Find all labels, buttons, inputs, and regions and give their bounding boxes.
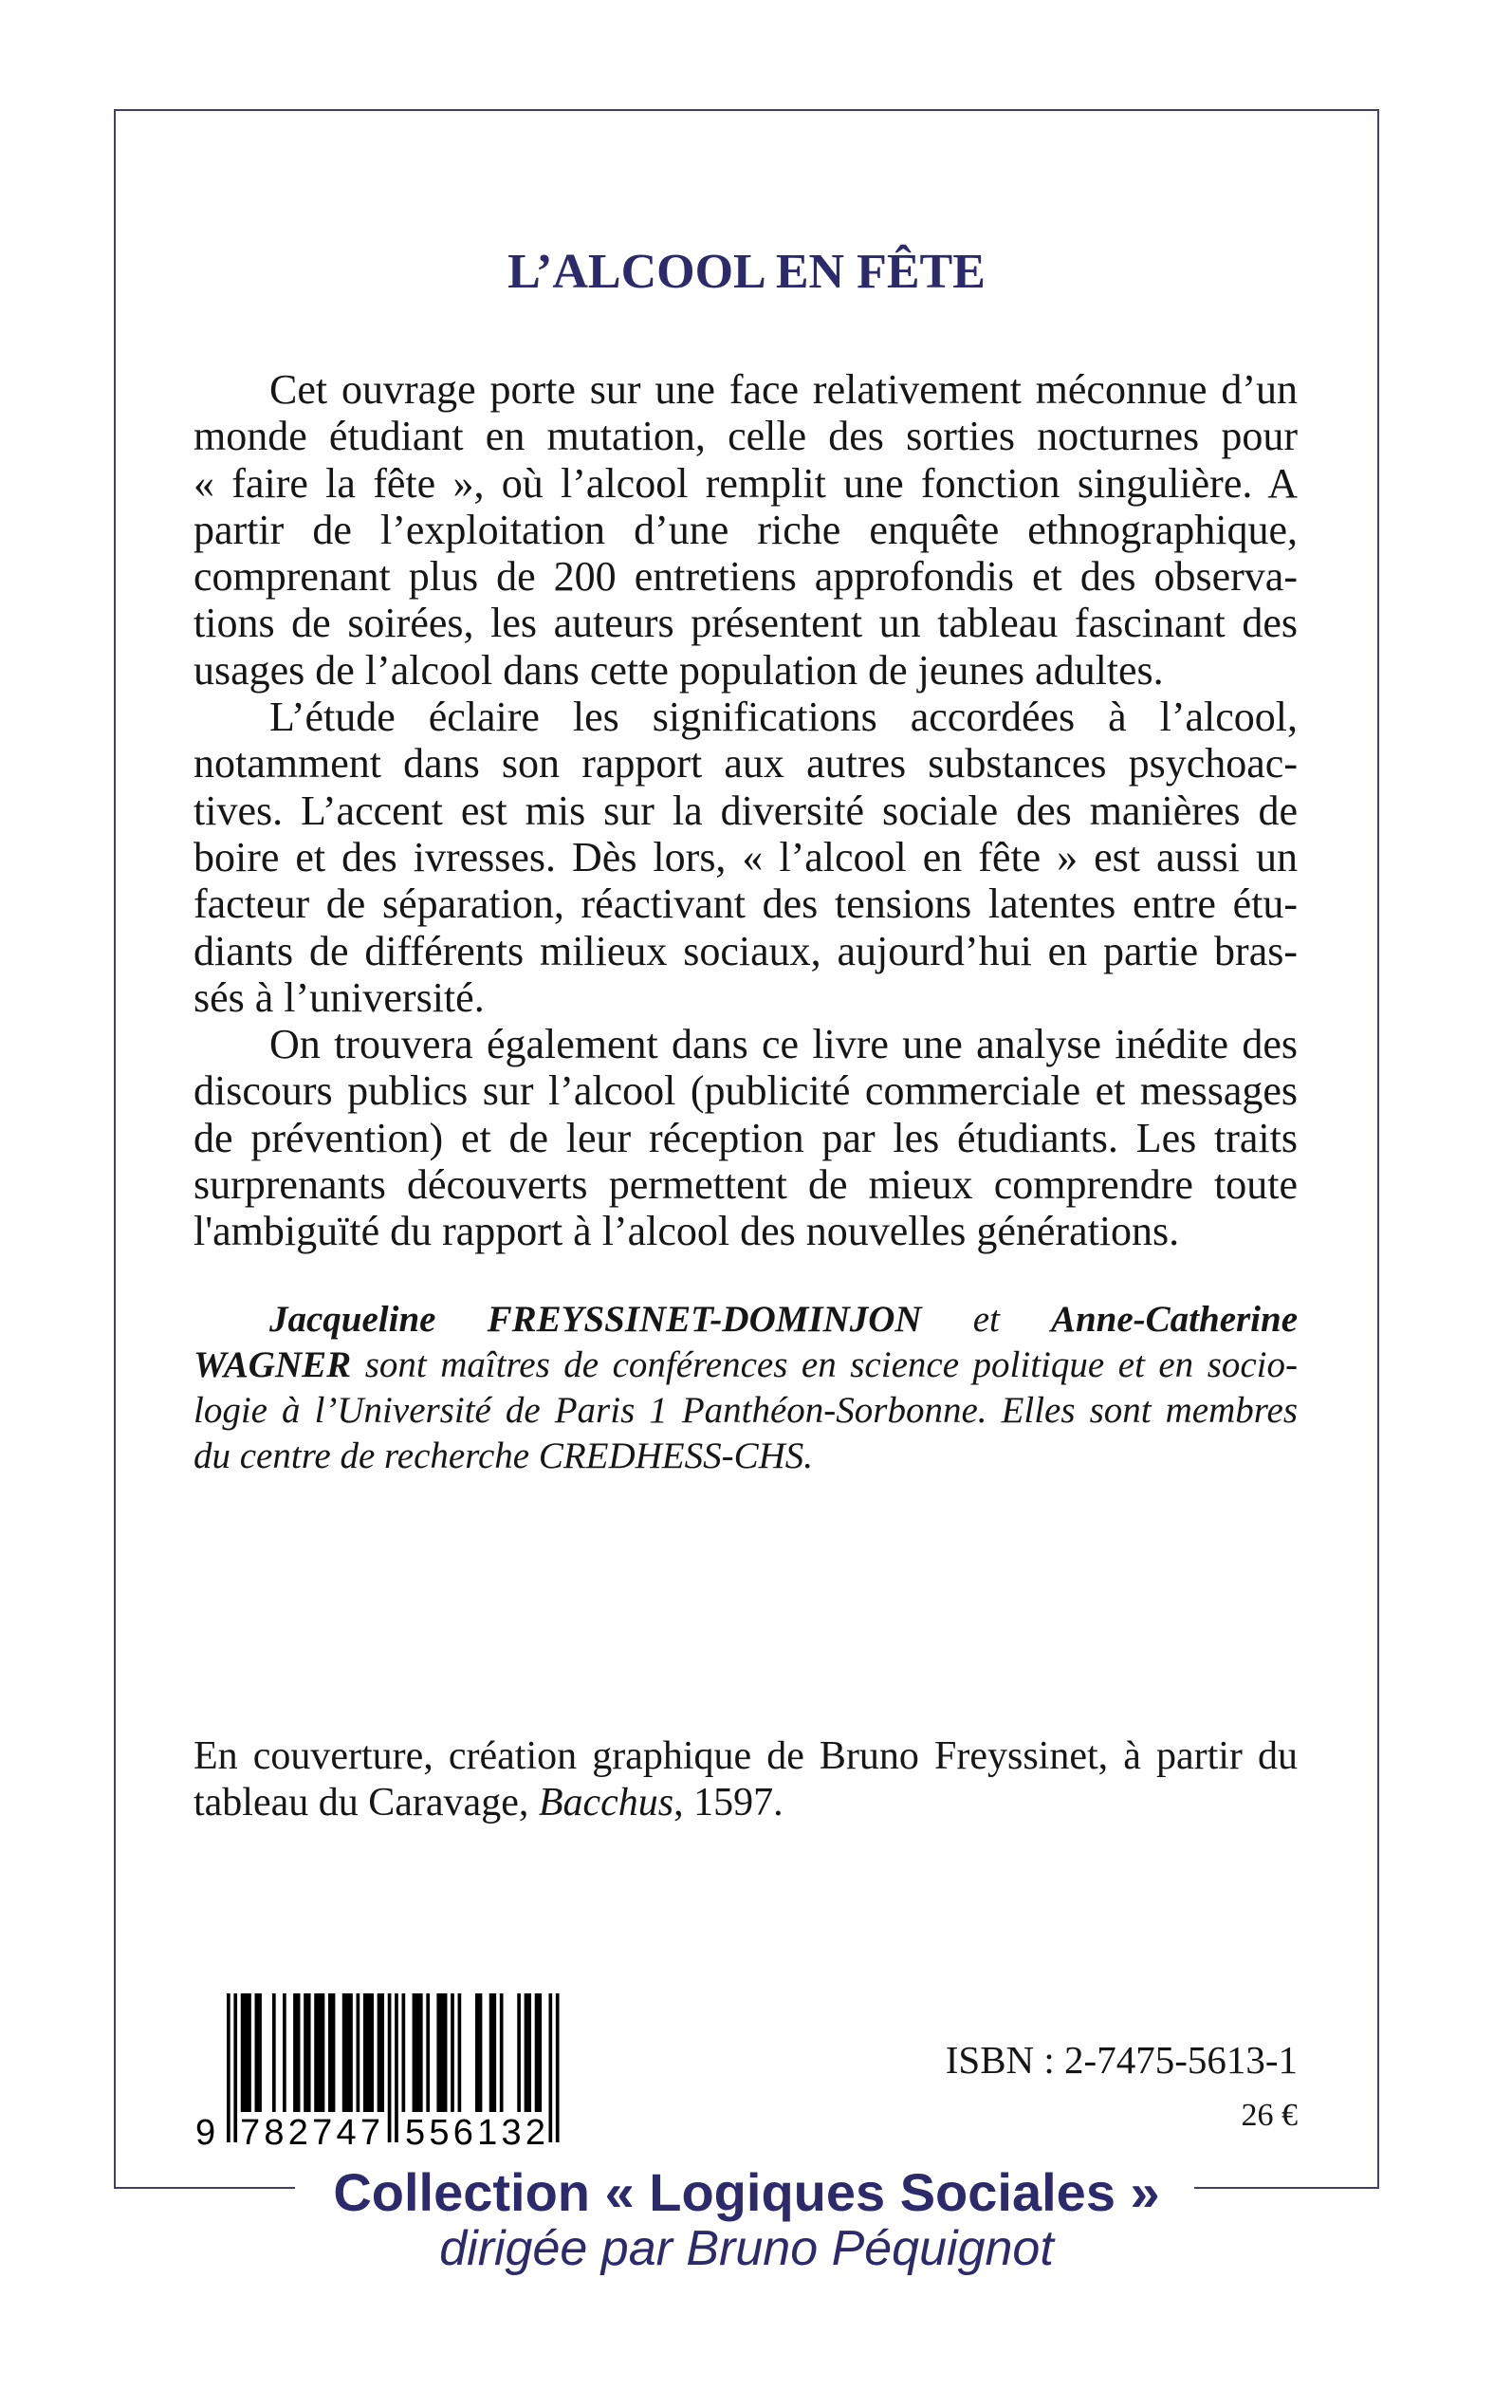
- description-paragraph: [194, 366, 1298, 694]
- description-line: tions de soirées, les auteurs présentent un tableau fascinant des: [194, 600, 1298, 647]
- barcode-bar: [436, 1993, 447, 2112]
- author-name: Jacqueline FREYSSINET-DOMINJON: [269, 1299, 922, 1340]
- cover-credit-text: , 1597.: [673, 1781, 784, 1825]
- description-line: partir de l’exploitation d’une riche enquête ethnographique,: [194, 506, 1298, 553]
- barcode-bar: [458, 1993, 462, 2112]
- description-line: monde étudiant en mutation, celle des sorties nocturnes pour: [194, 413, 1298, 460]
- description-line: surprenants découverts permettent de mieux comprendre toute: [194, 1161, 1298, 1209]
- cover-credit: [194, 1733, 1298, 1826]
- author-bio-text: sont maîtres de conférences en science politique et en socio-: [364, 1344, 1299, 1385]
- barcode-bar: [475, 1993, 482, 2112]
- barcode-right-digits: 556132: [405, 2113, 545, 2153]
- barcode-bar: [426, 1993, 430, 2112]
- barcode-guard-bar: [227, 1993, 230, 2142]
- isbn: ISBN : 2-7475-5613-1: [945, 2038, 1298, 2082]
- barcode-bar: [525, 1993, 531, 2112]
- description-paragraph: [194, 1021, 1298, 1254]
- description-line: « faire la fête », où l’alcool remplit une fonction singulière. A: [194, 459, 1298, 507]
- barcode-bar: [451, 1993, 454, 2112]
- book-title: L’ALCOOL EN FÊTE: [507, 245, 986, 299]
- description-line: usages de l’alcool dans cette population de jeunes adultes.: [194, 646, 1164, 694]
- barcode-lead-digit: 9: [195, 2113, 216, 2153]
- price: 26 €: [1241, 2098, 1298, 2133]
- description-line: facteur de séparation, réactivant des tensions latentes entre étu-: [194, 880, 1298, 928]
- barcode-bar: [255, 1993, 262, 2112]
- description-line: On trouvera également dans ce livre une analyse inédite des: [269, 1021, 1298, 1068]
- author-conjunction: et: [972, 1299, 1000, 1340]
- barcode-bar: [413, 1993, 423, 2112]
- barcode-bar: [241, 1993, 251, 2112]
- description-line: sés à l’université.: [194, 973, 485, 1021]
- barcode-bar: [378, 1993, 384, 2112]
- barcode-bar: [304, 1993, 310, 2112]
- artwork-title: Bacchus: [538, 1781, 674, 1825]
- description-paragraph: [194, 694, 1298, 1021]
- barcode-bar: [402, 1993, 406, 2112]
- barcode-bar: [500, 1993, 504, 2112]
- cover-credit-text: tableau du Caravage,: [194, 1781, 529, 1825]
- collection-editor: dirigée par Bruno Péquignot: [439, 2221, 1054, 2276]
- description-line: tives. L’accent est mis sur la diversité sociale des manières de: [194, 787, 1298, 834]
- description-line: L’étude éclaire les significations accordées à l’alcool,: [269, 694, 1298, 741]
- description-line: discours publics sur l’alcool (publicité commerciale et messages: [194, 1067, 1298, 1115]
- barcode-bar: [314, 1993, 324, 2112]
- barcode-bar: [489, 1993, 496, 2112]
- barcode-bar: [535, 1993, 542, 2112]
- author-bio-line: [194, 1343, 1298, 1388]
- barcode-guard-bar: [388, 1993, 392, 2142]
- barcode-bar: [342, 1993, 353, 2112]
- barcode-left-digits: 782747: [240, 2113, 380, 2153]
- barcode-bar: [283, 1993, 286, 2112]
- cover-credit-line: En couverture, création graphique de Bruno Freyssinet, à partir du: [194, 1734, 1298, 1778]
- author-name: Anne-Catherine: [1050, 1299, 1299, 1340]
- description-line: comprenant plus de 200 entretiens approfondis et des observa-: [194, 553, 1298, 601]
- description-line: notamment dans son rapport aux autres substances psychoac-: [194, 740, 1298, 787]
- barcode-bar: [357, 1993, 360, 2112]
- barcode-bar: [293, 1993, 300, 2112]
- barcode-bar: [272, 1993, 276, 2112]
- author-bio-line: logie à l’Université de Paris 1 Panthéon-Sorbonne. Elles sont membres: [194, 1390, 1298, 1431]
- description-line: diants de différents milieux sociaux, aujourd’hui en partie bras-: [194, 927, 1298, 974]
- barcode-guard-bar: [548, 1993, 552, 2142]
- barcode-guard-bar: [395, 1993, 398, 2142]
- description-line: de prévention) et de leur réception par les étudiants. Les traits: [194, 1114, 1298, 1161]
- barcode-bar: [363, 1993, 374, 2112]
- description-line: boire et des ivresses. Dès lors, « l’alcool en fête » est aussi un: [194, 833, 1298, 880]
- barcode: [186, 1989, 565, 2153]
- description-line: l'ambiguïté du rapport à l’alcool des nouvelles générations.: [194, 1208, 1180, 1255]
- barcode-bar: [517, 1993, 521, 2112]
- barcode-guard-bar: [556, 1993, 560, 2142]
- author-name: WAGNER: [194, 1344, 352, 1385]
- author-bio: [194, 1297, 1298, 1479]
- description-line: Cet ouvrage porte sur une face relativement méconnue d’un: [269, 366, 1298, 413]
- collection-name: Collection « Logiques Sociales »: [333, 2162, 1160, 2222]
- barcode-bar: [328, 1993, 335, 2112]
- author-bio-line: [194, 1297, 1298, 1343]
- barcode-guard-bar: [233, 1993, 237, 2142]
- description: [194, 366, 1298, 1255]
- cover-credit-line: [194, 1780, 1298, 1826]
- author-bio-line: du centre de recherche CREDHESS-CHS.: [194, 1436, 814, 1476]
